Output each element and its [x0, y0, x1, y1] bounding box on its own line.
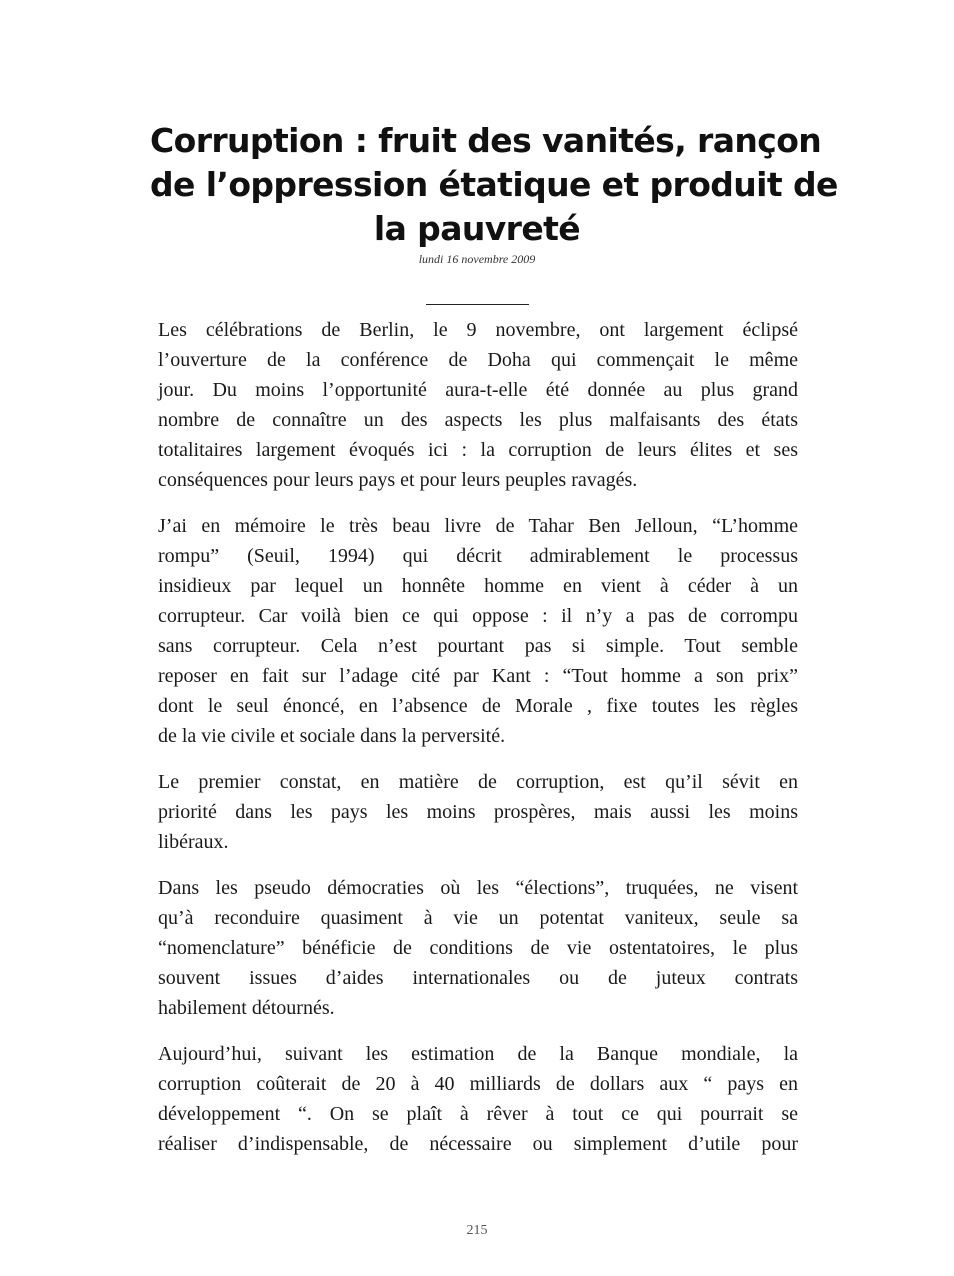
- paragraph-line: développement “. On se plaît à rêver à tout ce qui pourrait se: [158, 1103, 798, 1125]
- paragraph-line: qu’à reconduire quasiment à vie un potentat vaniteux, seule sa: [158, 907, 798, 929]
- paragraph-line: sans corrupteur. Cela n’est pourtant pas si simple. Tout semble: [158, 635, 798, 657]
- paragraph-line: jour. Du moins l’opportunité aura-t-elle été donnée au plus grand: [158, 379, 798, 401]
- paragraph-line: nombre de connaître un des aspects les plus malfaisants des états: [158, 409, 798, 431]
- paragraph-line: de la vie civile et sociale dans la perversité.: [158, 725, 506, 747]
- article-body: [158, 315, 798, 1175]
- paragraph-line: J’ai en mémoire le très beau livre de Tahar Ben Jelloun, “L’homme: [158, 515, 798, 537]
- paragraph-line: insidieux par lequel un honnête homme en vient à céder à un: [158, 575, 798, 597]
- paragraph-line: Aujourd’hui, suivant les estimation de la Banque mondiale, la: [158, 1043, 798, 1065]
- page-number: 215: [466, 1223, 488, 1238]
- title-line: de l’oppression étatique et produit de: [150, 165, 838, 204]
- paragraph: [158, 511, 798, 751]
- paragraph-line: souvent issues d’aides internationales ou de juteux contrats: [158, 967, 798, 989]
- separator-rule: [426, 304, 529, 305]
- article-date: lundi 16 novembre 2009: [418, 252, 536, 266]
- paragraph-line: priorité dans les pays les moins prospères, mais aussi les moins: [158, 801, 798, 823]
- paragraph-line: réaliser d’indispensable, de nécessaire ou simplement d’utile pour: [158, 1133, 798, 1155]
- paragraph-line: Les célébrations de Berlin, le 9 novembre, ont largement éclipsé: [158, 319, 798, 341]
- paragraph-line: totalitaires largement évoqués ici : la corruption de leurs élites et ses: [158, 439, 798, 461]
- paragraph-line: l’ouverture de la conférence de Doha qui commençait le même: [158, 349, 798, 371]
- paragraph-line: rompu” (Seuil, 1994) qui décrit admirablement le processus: [158, 545, 798, 567]
- paragraph-line: dont le seul énoncé, en l’absence de Morale , fixe toutes les règles: [158, 695, 798, 717]
- paragraph-line: Le premier constat, en matière de corruption, est qu’il sévit en: [158, 771, 798, 793]
- paragraph: [158, 315, 798, 495]
- title-line: la pauvreté: [373, 209, 581, 248]
- article-title: [150, 119, 838, 251]
- paragraph-line: conséquences pour leurs pays et pour leurs peuples ravagés.: [158, 469, 638, 491]
- title-line: Corruption : fruit des vanités, rançon: [150, 121, 822, 160]
- paragraph: [158, 873, 798, 1023]
- paragraph-line: habilement détournés.: [158, 997, 335, 1019]
- paragraph-line: reposer en fait sur l’adage cité par Kant : “Tout homme a son prix”: [158, 665, 798, 687]
- paragraph-line: corruption coûterait de 20 à 40 milliards de dollars aux “ pays en: [158, 1073, 798, 1095]
- paragraph-line: Dans les pseudo démocraties où les “élections”, truquées, ne visent: [158, 877, 798, 899]
- paragraph: [158, 767, 798, 857]
- paragraph-line: “nomenclature” bénéficie de conditions de vie ostentatoires, le plus: [158, 937, 798, 959]
- paragraph: [158, 1039, 798, 1159]
- paragraph-line: libéraux.: [158, 831, 229, 853]
- paragraph-line: corrupteur. Car voilà bien ce qui oppose : il n’y a pas de corrompu: [158, 605, 798, 627]
